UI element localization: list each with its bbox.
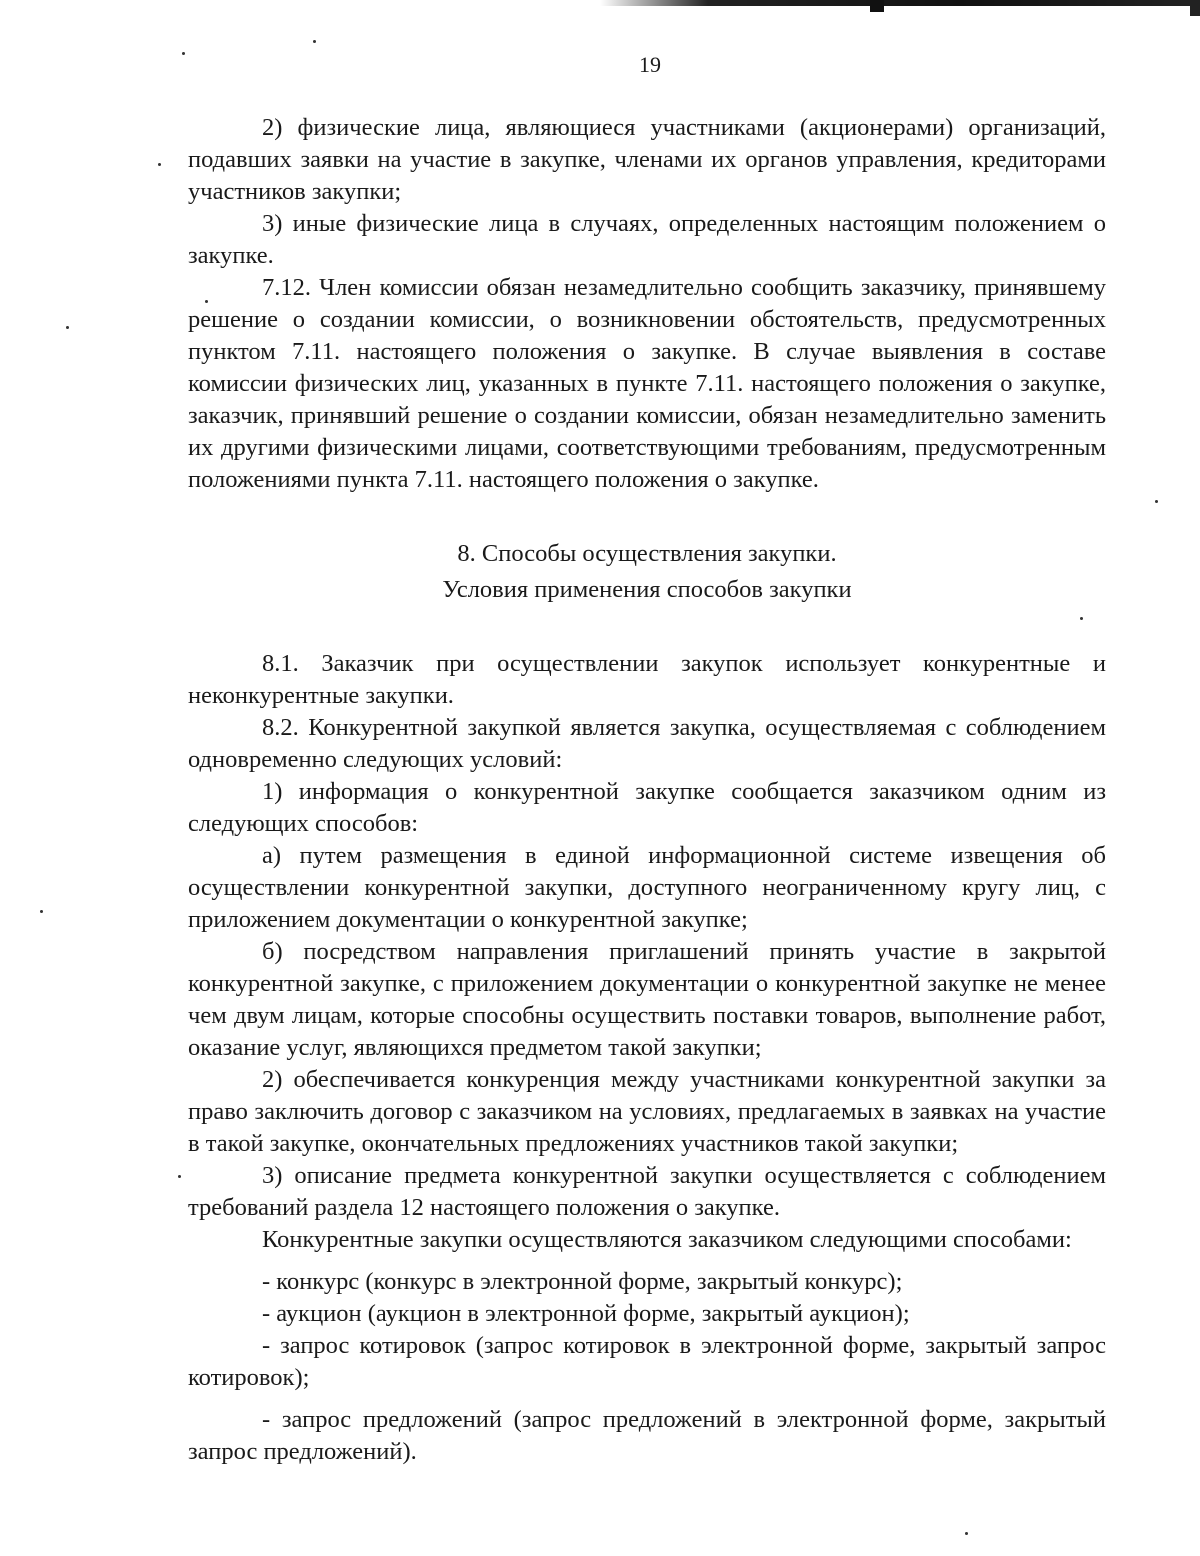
scan-speck <box>965 1532 968 1535</box>
scan-speck <box>178 1175 181 1178</box>
scan-speck <box>66 326 69 329</box>
section-title-line1: 8. Способы осуществления закупки. <box>457 540 837 567</box>
paragraph: 3) описание предмета конкурентной закупки осуществляется с соблюдением требований раздела 12 настоящего положения о закупке. <box>188 1162 1106 1221</box>
paragraph: 2) обеспечивается конкуренция между участниками конкурентной закупки за право заключить договор с заказчиком на условиях, предлагаемых в заявках на участие в такой закупке, окончательных предложениях участников такой закупки; <box>188 1066 1106 1157</box>
paragraph: 7.12. Член комиссии обязан незамедлительно сообщить заказчику, принявшему решение о создании комиссии, о возникновении обстоятельств, предусмотренных пунктом 7.11. настоящего положения о закупке. В случае выявления в составе комиссии физических лиц, указанных в пункте 7.11. настоящего положения о закупке, заказчик, принявший решение о создании комиссии, обязан незамедлительно заменить их другими физическими лицами, соответствующими требованиям, предусмотренным положениями пункта 7.11. настоящего положения о закупке. <box>188 274 1106 493</box>
section-heading <box>188 536 1106 608</box>
paragraph: 3) иные физические лица в случаях, определенных настоящим положением о закупке. <box>188 210 1106 269</box>
paragraph: Конкурентные закупки осуществляются заказчиком следующими способами: <box>262 1226 1072 1253</box>
scan-speck <box>158 163 161 166</box>
paragraph: 2) физические лица, являющиеся участниками (акционерами) организаций, подавших заявки на участие в закупке, членами их органов управления, кредиторами участников закупки; <box>188 114 1106 205</box>
paragraph: б) посредством направления приглашений принять участие в закрытой конкурентной закупке, с приложением документации о конкурентной закупке не менее чем двум лицам, которые способны осуществить поставки товаров, выполнение работ, оказание услуг, являющихся предметом такой закупки; <box>188 938 1106 1061</box>
list-item: - конкурс (конкурс в электронной форме, закрытый конкурс); <box>262 1268 903 1295</box>
scan-edge-notch <box>870 0 884 12</box>
section-title-line2: Условия применения способов закупки <box>442 576 852 603</box>
page-number: 19 <box>639 52 661 77</box>
paragraph: 8.2. Конкурентной закупкой является закупка, осуществляемая с соблюдением одновременно следующих условий: <box>188 714 1106 773</box>
paragraph: а) путем размещения в единой информационной системе извещения об осуществлении конкурентной закупки, доступного неограниченному кругу лиц, с приложением документации о конкурентной закупке; <box>188 842 1106 933</box>
list-item: - запрос котировок (запрос котировок в электронной форме, закрытый запрос котировок); <box>188 1332 1106 1391</box>
scan-speck <box>313 40 316 43</box>
scan-speck <box>40 910 43 913</box>
scan-speck <box>1155 500 1158 503</box>
list-item: - аукцион (аукцион в электронной форме, закрытый аукцион); <box>262 1300 910 1327</box>
document-body <box>188 112 1106 1468</box>
scan-edge-right <box>1190 0 1200 16</box>
paragraph: 1) информация о конкурентной закупке сообщается заказчиком одним из следующих способов: <box>188 778 1106 837</box>
list-item: - запрос предложений (запрос предложений в электронной форме, закрытый запрос предложений). <box>188 1406 1106 1465</box>
scan-edge-top <box>600 0 1200 6</box>
paragraph: 8.1. Заказчик при осуществлении закупок использует конкурентные и неконкурентные закупки. <box>188 650 1106 709</box>
